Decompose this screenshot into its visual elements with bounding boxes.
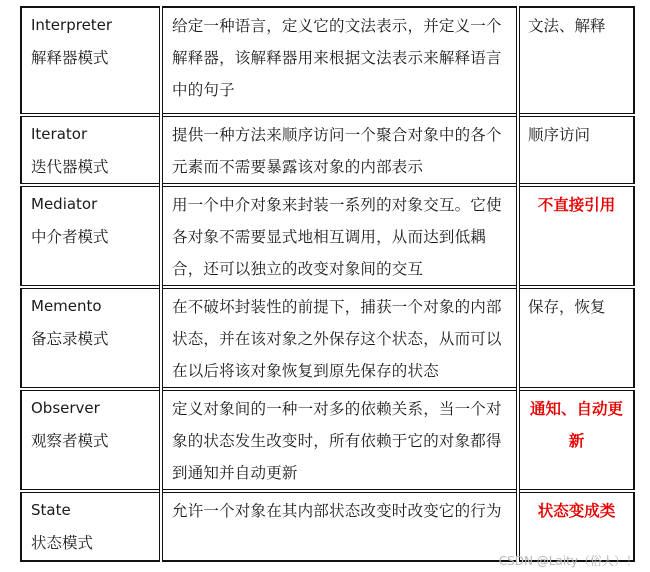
- table-row: [21, 7, 634, 115]
- pattern-name-cell: [21, 491, 161, 561]
- pattern-description-cell: [161, 115, 518, 185]
- pattern-name-en: Mediator: [31, 195, 98, 213]
- pattern-description: 提供一种方法来顺序访问一个聚合对象中的各个元素而不需要暴露该对象的内部表示: [172, 126, 502, 176]
- pattern-description-cell: [161, 287, 518, 389]
- pattern-keyword-cell: [518, 287, 634, 389]
- pattern-name-zh: 迭代器模式: [31, 158, 109, 176]
- pattern-name-en: Observer: [31, 399, 100, 417]
- pattern-name-zh: 观察者模式: [31, 432, 109, 450]
- pattern-description-cell: [161, 389, 518, 491]
- pattern-keyword: 状态变成类: [537, 502, 616, 520]
- pattern-description: 在不破坏封装性的前提下，捕获一个对象的内部状态，并在该对象之外保存这个状态，从而可以在以后将该对象恢复到原先保存的状态: [172, 298, 502, 380]
- pattern-name-en: Memento: [31, 297, 102, 315]
- pattern-keyword-cell: [518, 185, 634, 287]
- pattern-name-en: Interpreter: [31, 16, 113, 34]
- csdn-watermark: CSDN @Laity（俗人）！: [498, 554, 638, 568]
- pattern-name-cell: [21, 389, 161, 491]
- pattern-description: 允许一个对象在其内部状态改变时改变它的行为: [172, 502, 502, 520]
- pattern-name-zh: 解释器模式: [31, 49, 109, 67]
- pattern-name-zh: 中介者模式: [31, 228, 109, 246]
- pattern-description: 用一个中介对象来封装一系列的对象交互。它使各对象不需要显式地相互调用，从而达到低耦合，还可以独立的改变对象间的交互: [172, 196, 502, 278]
- pattern-keyword-cell: [518, 115, 634, 185]
- design-pattern-table: [20, 6, 635, 562]
- table-row: [21, 389, 634, 491]
- pattern-keyword: 保存，恢复: [528, 298, 606, 316]
- table-row: [21, 287, 634, 389]
- pattern-table-container: [20, 6, 633, 562]
- pattern-name-zh: 状态模式: [31, 534, 94, 552]
- pattern-keyword-cell: [518, 491, 634, 561]
- pattern-description: 定义对象间的一种一对多的依赖关系，当一个对象的状态发生改变时，所有依赖于它的对象都得到通知并自动更新: [172, 400, 502, 482]
- table-row: [21, 491, 634, 561]
- pattern-description-cell: [161, 491, 518, 561]
- pattern-keyword: 通知、自动更新: [529, 400, 623, 450]
- pattern-name-en: State: [31, 501, 71, 519]
- pattern-name-cell: [21, 115, 161, 185]
- pattern-keyword: 文法、解释: [528, 17, 606, 35]
- pattern-description-cell: [161, 185, 518, 287]
- table-row: [21, 185, 634, 287]
- pattern-keyword: 不直接引用: [537, 196, 616, 214]
- pattern-keyword: 顺序访问: [528, 126, 591, 144]
- table-row: [21, 115, 634, 185]
- pattern-description: 给定一种语言，定义它的文法表示，并定义一个解释器，该解释器用来根据文法表示来解释语言中的句子: [172, 17, 502, 99]
- pattern-name-en: Iterator: [31, 125, 88, 143]
- pattern-name-cell: [21, 287, 161, 389]
- pattern-keyword-cell: [518, 389, 634, 491]
- pattern-name-cell: [21, 185, 161, 287]
- pattern-keyword-cell: [518, 7, 634, 115]
- pattern-name-cell: [21, 7, 161, 115]
- pattern-description-cell: [161, 7, 518, 115]
- pattern-name-zh: 备忘录模式: [31, 330, 109, 348]
